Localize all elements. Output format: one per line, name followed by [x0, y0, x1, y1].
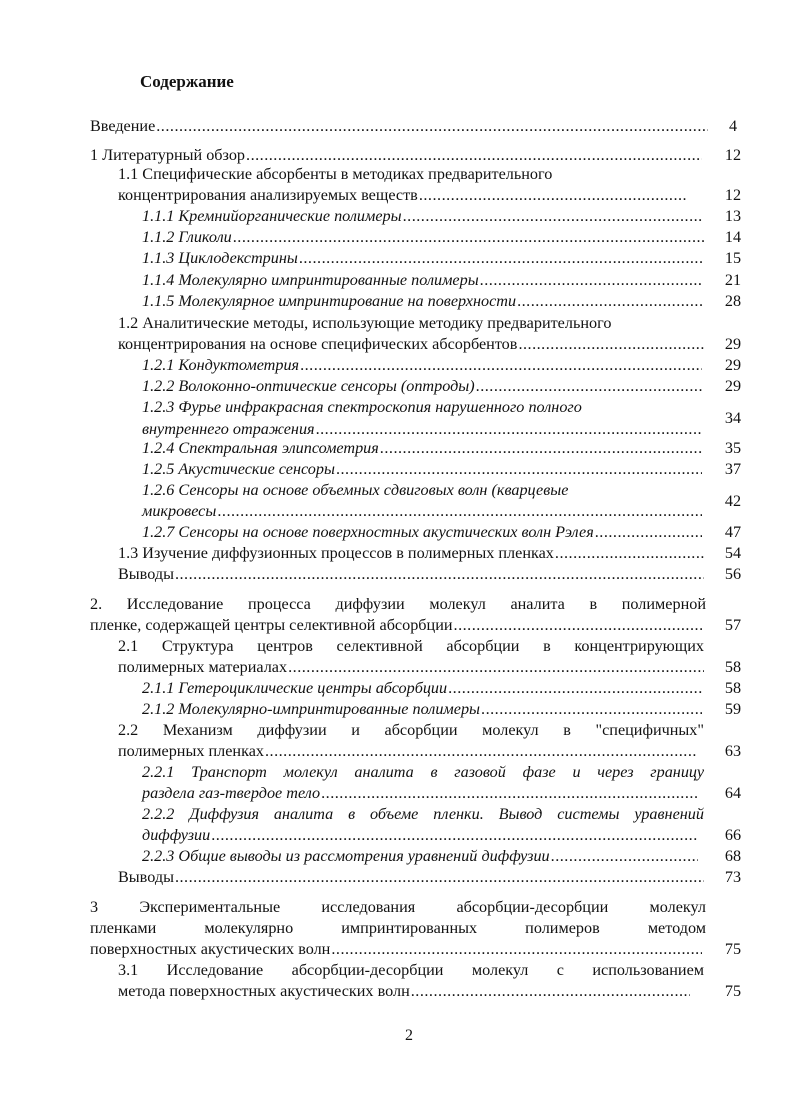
- toc-page-number: 73: [724, 868, 742, 886]
- dot-leader: [265, 741, 696, 762]
- toc-entry-continuation: микровесы .....: [142, 501, 702, 522]
- toc-page-number: 35: [724, 439, 742, 457]
- toc-entry: 1.2.2 Волоконно-оптические сенсоры (оптроды) .....: [142, 376, 702, 397]
- toc-page-number: 47: [724, 523, 742, 541]
- toc-entry: 1.2.7 Сенсоры на основе поверхностных акустических волн Рэлея .....: [142, 522, 702, 543]
- toc-entry: 1.3 Изучение диффузионных процессов в полимерных пленках .....: [118, 543, 704, 564]
- toc-entry: 1 Литературный обзор .....: [90, 145, 702, 166]
- toc-entry: 3 Экспериментальные исследования абсорбции-десорбции молекул: [90, 898, 706, 916]
- toc-entry: 2.2 Механизм диффузии и абсорбции молекул в "специфичных": [118, 721, 704, 739]
- dot-leader: [480, 270, 702, 291]
- toc-entry-continuation: диффузии .....: [142, 825, 698, 846]
- toc-page-number: 21: [724, 271, 742, 289]
- toc-entry-continuation: поверхностных акустических волн .....: [90, 939, 702, 960]
- toc-page-number: 64: [724, 784, 742, 802]
- dot-leader: [336, 459, 702, 480]
- toc-page-number: 59: [724, 700, 742, 718]
- toc-entry-continuation: метода поверхностных акустических волн .....: [118, 981, 690, 1002]
- toc-entry: 1.1.1 Кремнийорганические полимеры .....: [142, 206, 702, 227]
- dot-leader: [156, 116, 708, 137]
- toc-entry: 1.2.1 Кондуктометрия .....: [142, 355, 702, 376]
- dot-leader: [419, 185, 688, 206]
- dot-leader: [403, 206, 702, 227]
- toc-page-number: 37: [724, 460, 742, 478]
- toc-entry: 1.2.5 Акустические сенсоры .....: [142, 459, 702, 480]
- toc-entry: Введение .....: [90, 116, 708, 137]
- toc-entry: 2.2.2 Диффузия аналита в объеме пленки. Вывод системы уравнений: [142, 805, 704, 823]
- dot-leader: [595, 522, 702, 543]
- toc-page-number: 58: [724, 679, 742, 697]
- toc-page-number: 75: [724, 982, 742, 1000]
- toc-entry: 2.1.2 Молекулярно-импринтированные полимеры .....: [142, 699, 702, 720]
- toc-page-number: 56: [724, 565, 742, 583]
- dot-leader: [321, 783, 698, 804]
- toc-entry-continuation: внутреннего отражения .....: [142, 419, 702, 440]
- toc-entry: 3.1 Исследование абсорбции-десорбции молекул с использованием: [118, 961, 704, 979]
- toc-page-number: 29: [724, 356, 742, 374]
- toc-page-number: 54: [724, 544, 742, 562]
- dot-leader: [551, 846, 698, 867]
- dot-leader: [448, 678, 702, 699]
- dot-leader: [481, 699, 702, 720]
- toc-entry: 1.1 Специфические абсорбенты в методиках предварительного: [118, 165, 553, 183]
- toc-page-number: 63: [724, 742, 742, 760]
- dot-leader: [411, 981, 690, 1002]
- toc-entry: 2.1 Структура центров селективной абсорбции в концентрирующих: [118, 637, 704, 655]
- toc-entry: 1.1.4 Молекулярно импринтированные полимеры .....: [142, 270, 702, 291]
- dot-leader: [476, 376, 702, 397]
- toc-entry-continuation: пленками молекулярно импринтированных полимеров методом: [90, 919, 706, 937]
- toc-entry-continuation: концентрирования анализируемых веществ .....: [118, 185, 688, 206]
- page-number: 2: [405, 1027, 413, 1044]
- dot-leader: [211, 825, 698, 846]
- toc-entry: 2.2.1 Транспорт молекул аналита в газовой фазе и через границу: [142, 763, 704, 781]
- dot-leader: [316, 419, 702, 440]
- toc-entry-continuation: концентрирования на основе специфических абсорбентов .....: [118, 334, 704, 355]
- toc-page-number: 68: [724, 847, 742, 865]
- toc-page-number: 28: [724, 292, 742, 310]
- dot-leader: [555, 543, 704, 564]
- dot-leader: [175, 564, 704, 585]
- toc-entry: 1.1.2 Гликоли .....: [142, 227, 704, 248]
- toc-entry: Выводы .....: [118, 564, 704, 585]
- dot-leader: [175, 867, 704, 888]
- dot-leader: [331, 939, 702, 960]
- toc-page-number: 66: [724, 826, 742, 844]
- toc-page-number: 42: [724, 492, 742, 510]
- toc-entry: 1.2.6 Сенсоры на основе объемных сдвиговых волн (кварцевые: [142, 481, 569, 499]
- dot-leader: [518, 334, 704, 355]
- toc-page-number: 15: [724, 249, 742, 267]
- toc-entry: 1.2.4 Спектральная элипсометрия .....: [142, 438, 702, 459]
- toc-entry: 2.1.1 Гетероциклические центры абсорбции .....: [142, 678, 702, 699]
- toc-entry-continuation: пленке, содержащей центры селективной абсорбции .....: [90, 615, 702, 636]
- dot-leader: [380, 438, 702, 459]
- toc-entry-continuation: полимерных материалах .....: [118, 657, 704, 678]
- dot-leader: [288, 657, 704, 678]
- page-title: Содержание: [140, 72, 234, 91]
- toc-page-number: 12: [724, 146, 742, 164]
- dot-leader: [299, 248, 704, 269]
- toc-page-number: 57: [724, 616, 742, 634]
- toc-entry: 2. Исследование процесса диффузии молекул аналита в полимерной: [90, 595, 706, 613]
- toc-page-number: 34: [724, 409, 742, 427]
- toc-page-number: 29: [724, 335, 742, 353]
- dot-leader: [454, 615, 702, 636]
- toc-page-number: 4: [728, 117, 738, 135]
- dot-leader: [217, 501, 702, 522]
- toc-page-number: 29: [724, 377, 742, 395]
- toc-entry: Выводы .....: [118, 867, 704, 888]
- toc-entry: 1.1.3 Циклодекстрины .....: [142, 248, 704, 269]
- dot-leader: [300, 355, 702, 376]
- dot-leader: [246, 145, 702, 166]
- toc-entry-continuation: полимерных пленках .....: [118, 741, 696, 762]
- toc-entry: 1.2 Аналитические методы, использующие методику предварительного: [118, 314, 612, 332]
- toc-entry: 1.1.5 Молекулярное импринтирование на поверхности .....: [142, 291, 704, 312]
- toc-page-number: 12: [724, 186, 742, 204]
- toc-entry: 1.2.3 Фурье инфракрасная спектроскопия нарушенного полного: [142, 398, 582, 416]
- dot-leader: [233, 227, 704, 248]
- toc-page-number: 58: [724, 658, 742, 676]
- toc-entry-continuation: раздела газ-твердое тело .....: [142, 783, 698, 804]
- toc-page-number: 75: [724, 940, 742, 958]
- toc-page-number: 13: [724, 207, 742, 225]
- dot-leader: [517, 291, 704, 312]
- toc-entry: 2.2.3 Общие выводы из рассмотрения уравнений диффузии .....: [142, 846, 698, 867]
- toc-page-number: 14: [724, 228, 742, 246]
